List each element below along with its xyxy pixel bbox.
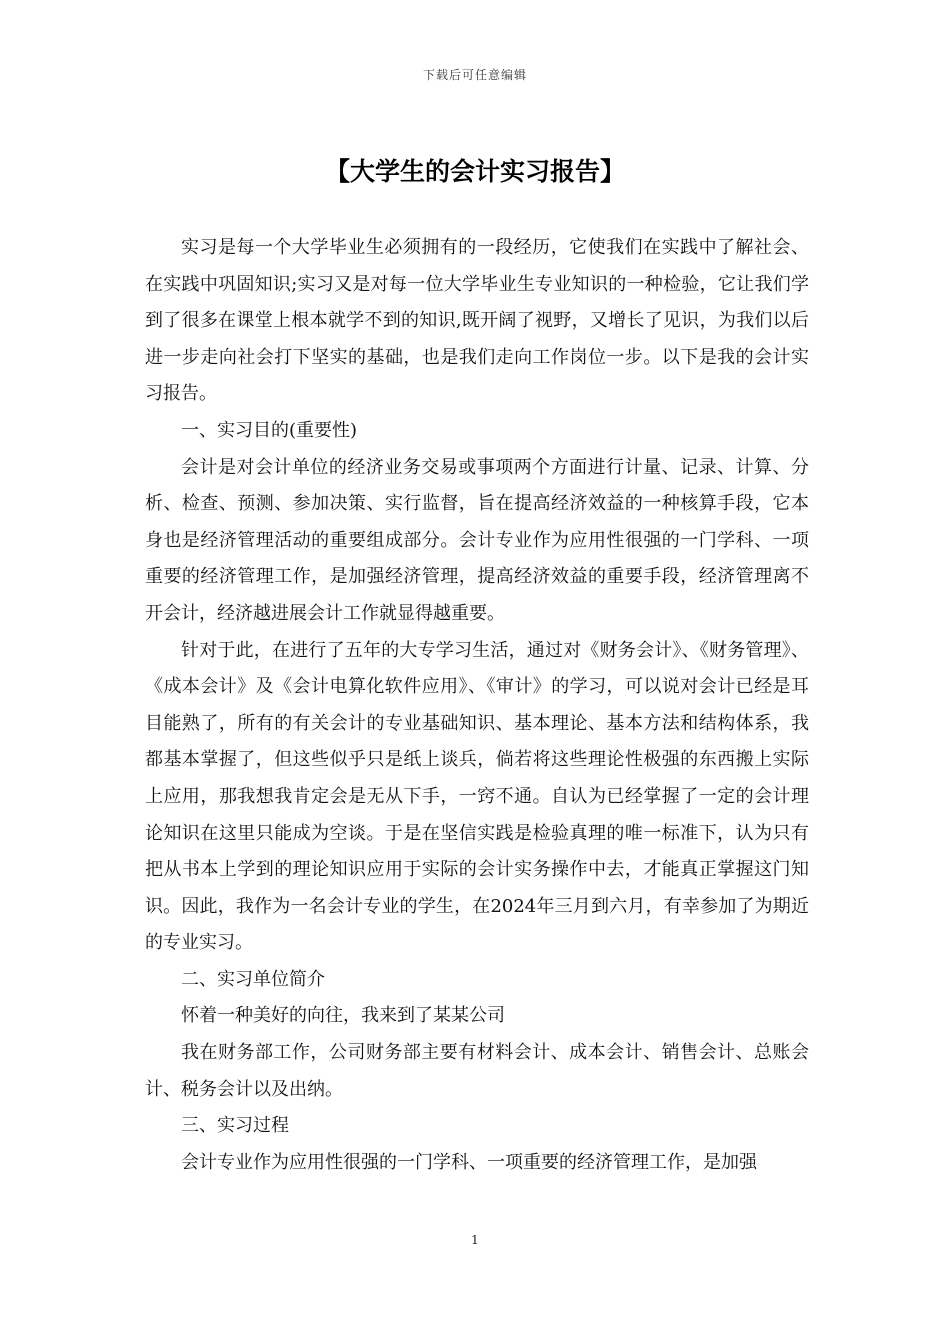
section-heading-process: 三、实习过程 [181,1115,289,1137]
paragraph-process: 会计专业作为应用性很强的一门学科、一项重要的经济管理工作，是加强 [181,1151,757,1173]
section-heading-company: 二、实习单位简介 [181,968,325,990]
paragraph-finance-department: 我在财务部工作，公司财务部主要有材料会计、成本会计、销售会计、总账会计、税务会计以及出纳。 [145,1042,809,1100]
paragraph-study: 针对于此，在进行了五年的大专学习生活，通过对《财务会计》、《财务管理》、《成本会计》及《会计电算化软件应用》、《审计》的学习，可以说对会计已经是耳目能熟了，所有的有关会计的专业基础知识、基本理论、基本方法和结构体系，我都基本掌握了，但这些似乎只是纸上谈兵，倘若将这些理论性极强的东西搬上实际上应用，那我想我肯定会是无从下手，一窍不通。自认为已经掌握了一定的会计理论知识在这里只能成为空谈。于是在坚信实践是检验真理的唯一标准下，认为只有把从书本上学到的理论知识应用于实际的会计实务操作中去，才能真正掌握这门知识。因此，我作为一名会计专业的学生，在2024年三月到六月，有幸参加了为期近的专业实习。 [145,639,809,954]
paragraph-purpose: 会计是对会计单位的经济业务交易或事项两个方面进行计量、记录、计算、分析、检查、预测、参加决策、实行监督，旨在提高经济效益的一种核算手段，它本身也是经济管理活动的重要组成部分。会计专业作为应用性很强的一门学科、一项重要的经济管理工作，是加强经济管理，提高经济效益的重要手段，经济管理离不开会计，经济越进展会计工作就显得越重要。 [145,456,809,624]
page-number: 1 [471,1233,479,1247]
header-note: 下载后可任意编辑 [422,68,527,82]
section-heading-purpose: 一、实习目的(重要性) [181,419,358,441]
document-title: 【大学生的会计实习报告】 [324,157,625,186]
paragraph-company-arrival: 怀着一种美好的向往，我来到了某某公司 [181,1005,505,1027]
paragraph-intro: 实习是每一个大学毕业生必须拥有的一段经历，它使我们在实践中了解社会、在实践中巩固知识;实习又是对每一位大学毕业生专业知识的一种检验，它让我们学到了很多在课堂上根本就学不到的知识,既开阔了视野，又增长了见识，为我们以后进一步走向社会打下坚实的基础，也是我们走向工作岗位一步。以下是我的会计实习报告。 [145,237,809,405]
document-body [145,230,809,1181]
